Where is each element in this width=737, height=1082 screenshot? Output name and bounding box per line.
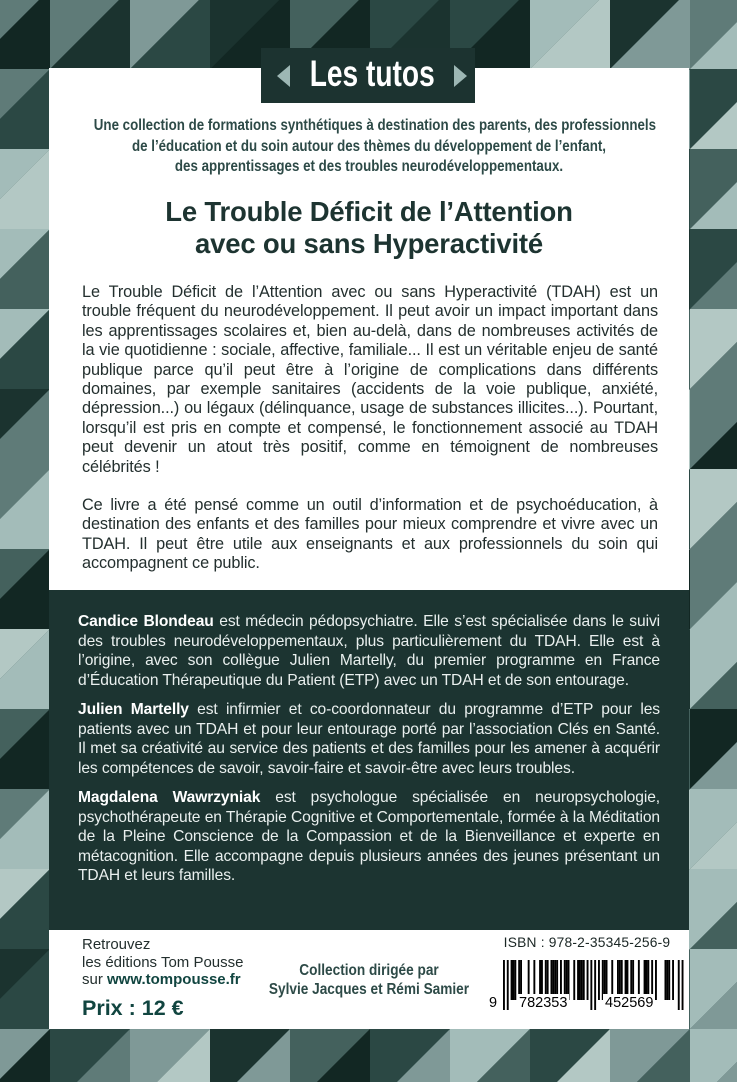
barcode-first-digit: 9	[489, 995, 498, 1011]
collection-description-line: Une collection de formations synthétiques à destination des parents, des professionnels	[93, 117, 657, 134]
barcode-group1: 782353	[519, 995, 568, 1011]
barcode-group2: 452569	[605, 995, 654, 1011]
barcode	[485, 954, 689, 1029]
book-title	[49, 196, 689, 260]
isbn-label: ISBN : 978-2-35345-256-9	[503, 935, 671, 950]
collection-directors	[249, 962, 489, 999]
author-name: Magdalena Wawrzyniak	[78, 789, 261, 806]
authors-panel	[49, 590, 689, 930]
collection-badge-label: Les tutos	[309, 53, 435, 94]
author-bio	[78, 700, 660, 778]
collection-description-line: de l’éducation et du soin autour des thèmes du développement de l’enfant,	[131, 137, 607, 155]
price-label: Prix : 12 €	[82, 996, 184, 1020]
author-bio	[78, 788, 660, 886]
directors-line2: Sylvie Jacques et Rémi Samier	[268, 980, 470, 998]
collection-description-line: des apprentissages et des troubles neurodéveloppementaux.	[174, 158, 564, 175]
book-back-cover-card	[49, 53, 689, 1029]
chevron-left-icon	[277, 65, 290, 87]
collection-description	[49, 116, 689, 178]
publisher-info	[82, 936, 243, 989]
chevron-right-icon	[454, 65, 467, 87]
publisher-line2: les éditions Tom Pousse	[82, 953, 244, 971]
synopsis-paragraph-1: Le Trouble Déficit de l’Attention avec ou sans Hyperactivité (TDAH) est un trouble fréquent du neurodéveloppement. Il peut avoir un impact important dans les apprentissages scolaires et, bien au-delà, dans de nombreuses activités de la vie quotidienne : sociale, affective, familiale... Il est un véritable enjeu de santé publique parce qu’il peut être à l’origine de complications dans différents domaines, par exemple sanitaires (accidents de la voie publique, anxiété, dépression...) ou légaux (délinquance, usage de substances illicites...). Pourtant, lorsqu’il est pris en compte et compensé, le fonctionnement associé au TDAH peut devenir un atout très positif, comme en témoignent de nombreuses célébrités !	[82, 283, 658, 476]
collection-badge	[261, 48, 475, 103]
synopsis-paragraph-2: Ce livre a été pensé comme un outil d’information et de psychoéducation, à destination des enfants et des familles pour mieux comprendre et vivre avec un TDAH. Il peut être utile aux enseignants et aux professionnels du soin qui accompagnent ce public.	[82, 496, 658, 573]
author-name: Candice Blondeau	[78, 613, 214, 630]
barcode-digits	[485, 994, 689, 1014]
author-bio-text: est médecin pédopsychiatre. Elle s’est spécialisée dans le suivi des troubles neurodéveloppementaux, plus particulièrement du TDAH. Elle est à l’origine, avec son collègue Julien Martelly, du premier programme en France d’Éducation Thérapeutique du Patient (ETP) avec un TDAH et de son entourage.	[78, 613, 661, 689]
book-title-line2: avec ou sans Hyperactivité	[195, 228, 543, 259]
directors-line1: Collection dirigée par	[299, 962, 439, 979]
author-bio-text: est infirmier et co-coordonnateur du programme d’ETP pour les patients avec un TDAH et pour leur entourage porté par l’association Clés en Santé. Il met sa créativité au service des patients et des familles pour les amener à acquérir les compétences de savoir, savoir-faire et savoir-être avec leurs troubles.	[78, 701, 660, 777]
publisher-line1: Retrouvez	[82, 936, 151, 953]
author-bio-text: est psychologue spécialisée en neuropsychologie, psychothérapeute en Thérapie Cognitive et Comportementale, formée à la Méditation de la Pleine Conscience de la Compassion et de la Bienveillance et experte en métacognition. Elle accompagne depuis plusieurs années des jeunes présentant un TDAH et leurs familles.	[78, 789, 660, 884]
publisher-line3-prefix: sur	[82, 971, 108, 988]
website-link: www.tompousse.fr	[107, 971, 241, 988]
author-name: Julien Martelly	[78, 701, 189, 718]
book-title-line1: Le Trouble Déficit de l’Attention	[165, 196, 573, 227]
publisher-line3	[82, 971, 243, 989]
isbn-label-block	[485, 934, 689, 952]
author-bio	[78, 612, 660, 690]
